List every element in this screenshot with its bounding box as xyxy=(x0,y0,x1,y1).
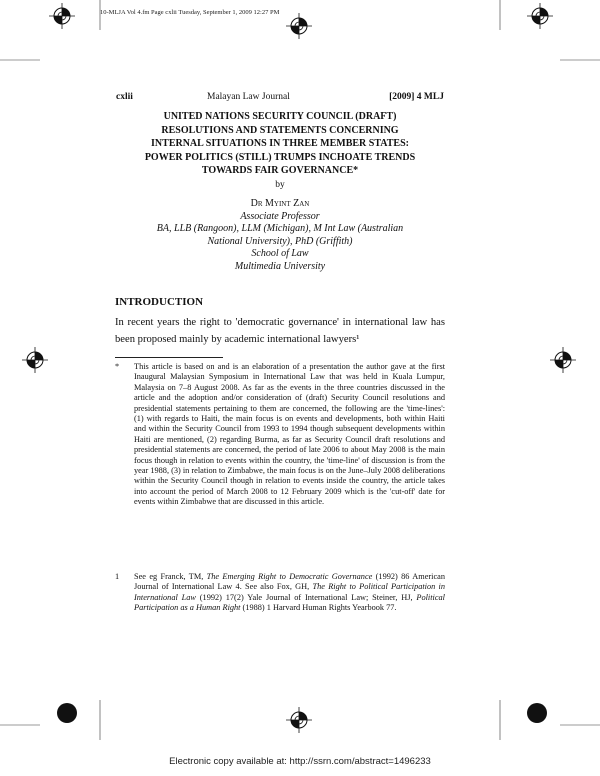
footnote-rule xyxy=(115,357,223,358)
registration-mark-icon xyxy=(550,347,576,373)
author-degrees-cont: National University), PhD (Griffith) xyxy=(207,235,353,247)
printer-slug: 10-MLJA Vol 4.fm Page cxlii Tuesday, September 1, 2009 12:27 PM xyxy=(100,9,280,16)
title-line: INTERNAL SITUATIONS IN THREE MEMBER STATES: xyxy=(151,138,409,149)
page-number: cxlii xyxy=(116,92,133,102)
title-line: TOWARDS FAIR GOVERNANCE* xyxy=(201,165,359,176)
byline: by xyxy=(275,180,285,190)
ssrn-footer[interactable]: Electronic copy available at: http://ssrn.com/abstract=1496233 xyxy=(169,756,431,767)
author-block xyxy=(120,198,440,273)
section-heading: INTRODUCTION xyxy=(115,296,204,308)
citation: [2009] 4 MLJ xyxy=(389,92,444,102)
registration-dot-icon xyxy=(527,703,547,723)
footnote-1 xyxy=(115,572,445,614)
title-line: POWER POLITICS (STILL) TRUMPS INCHOATE TRENDS xyxy=(144,151,416,163)
author-name: Dr Myint Zan xyxy=(250,198,310,209)
registration-mark-icon xyxy=(286,13,312,39)
footnote-marker: 1 xyxy=(115,572,120,581)
registration-mark-icon xyxy=(527,3,553,29)
footnote-text: See eg Franck, TM, The Emerging Right to Democratic Governance (1992) 86 American Journal of International Law 4. See also Fox, GH, The Right to Political Participation in International Law (1992) 17(2) Yale Journal of International Law; Steiner, HJ, Political Participation as a Human Right (1988) 1 Harvard Human Rights Yearbook 77. xyxy=(134,572,446,613)
journal-name: Malayan Law Journal xyxy=(207,92,290,102)
title-line: UNITED NATIONS SECURITY COUNCIL (DRAFT) xyxy=(163,111,397,122)
registration-mark-icon xyxy=(49,3,75,29)
footnote-marker: * xyxy=(115,362,120,371)
author-title: Associate Professor xyxy=(240,210,320,222)
author-degrees: BA, LLB (Rangoon), LLM (Michigan), M Int Law (Australian xyxy=(156,223,404,234)
author-school: School of Law xyxy=(251,248,309,259)
registration-mark-icon xyxy=(286,707,312,733)
registration-mark-icon xyxy=(22,347,48,373)
registration-dot-icon xyxy=(57,703,77,723)
footnote-text: This article is based on and is an elaboration of a presentation the author gave at the first Inaugural Malaysian Symposium in International Law that was held in Kuala Lumpur, Malaysia on 7–8 August 2008. As far as the events in the three countries discussed in the article and the adoption and/or consideration of (draft) Security Council resolutions and presidential statements pertaining to them are concerned, the following are the 'time-lines': (1) with regards to Haiti, the main focus is on events and developments, both within Haiti and within the Security Council from 1993 to 1994 though subsequent developments within Haiti are mentioned, (2) regarding Burma, as far as Security Council draft resolutions and presidential statements are concerned, the period of late 2006 to about May 2008 is the main focus though in relation to events within the country, the 'time-line' of discussion is from the year 1988, (3) in relation to Zimbabwe, the main focus is on the June–July 2008 deliberations within the Security Council though in relation to events inside the country, the article takes into account the period of March 2008 to 12 February 2009 which is the 'cut-off' date for events within Zimbabwe that are discussed in this article. xyxy=(134,362,445,507)
title-line: RESOLUTIONS AND STATEMENTS CONCERNING xyxy=(161,124,399,136)
article-title xyxy=(120,110,440,178)
running-head xyxy=(116,92,444,104)
body-paragraph: In recent years the right to 'democratic governance' in international law has been proposed mainly by academic international lawyers¹ xyxy=(115,317,445,345)
footnote-star xyxy=(115,362,445,508)
author-university: Multimedia University xyxy=(234,260,326,272)
